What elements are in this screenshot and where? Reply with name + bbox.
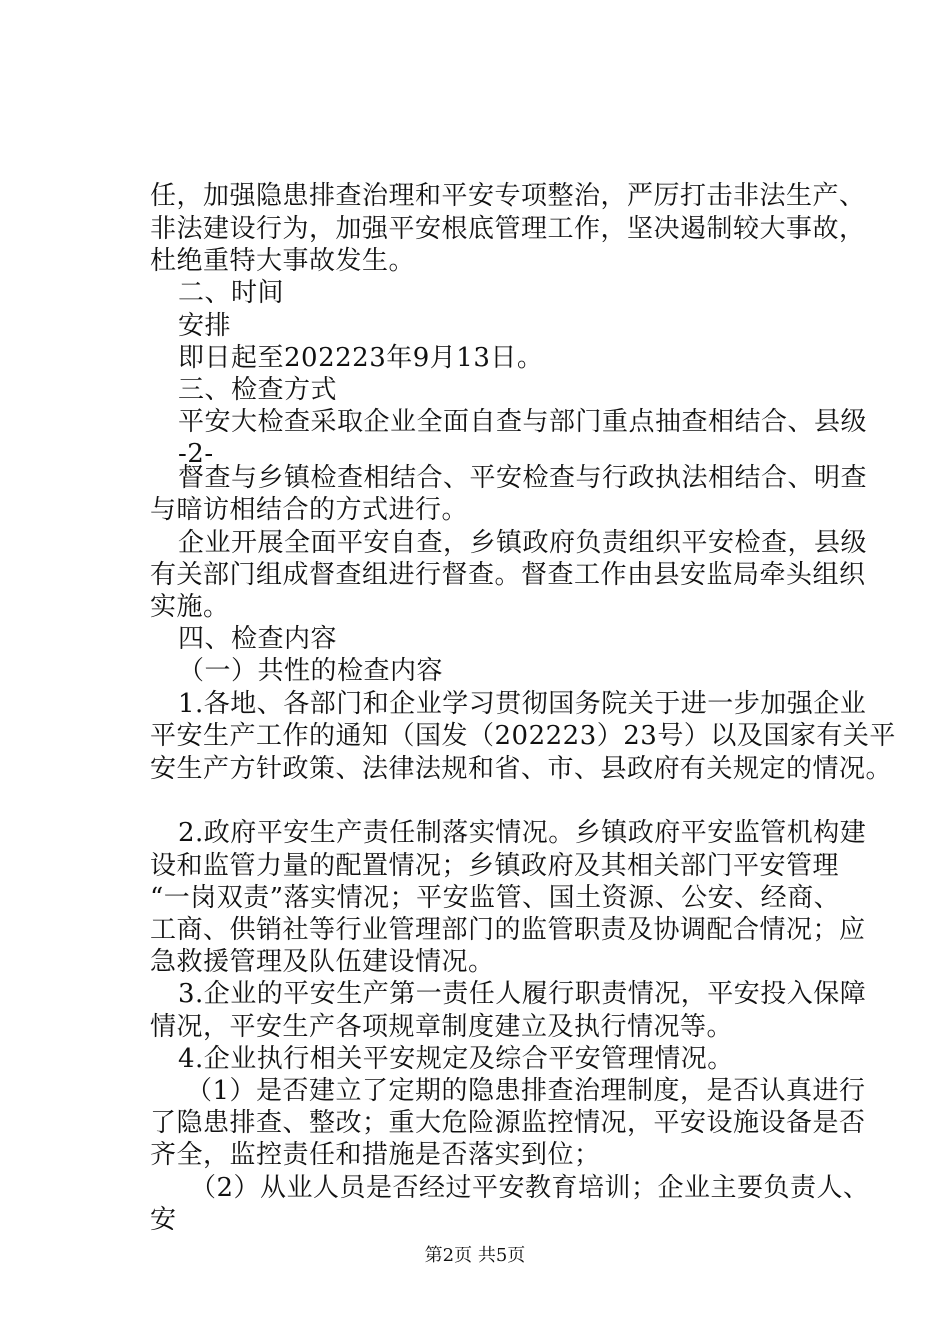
text-line: 急救援管理及队伍建设情况。 [150, 947, 495, 977]
text-line: 与暗访相结合的方式进行。 [150, 495, 469, 525]
text-line: 有关部门组成督查组进行督查。督查工作由县安监局牵头组织 [150, 560, 866, 590]
text-line: “一岗双责”落实情况；平安监管、国土资源、公安、经商、 [150, 883, 841, 913]
text-line: 安排 [178, 311, 232, 341]
text-line: 安生产方针政策、法律法规和省、市、县政府有关规定的情况。 [150, 754, 893, 784]
page-marker: -2- [178, 439, 214, 469]
text-line: 实施。 [150, 592, 230, 622]
text-line: 工商、供销社等行业管理部门的监管职责及协调配合情况；应 [150, 915, 866, 945]
section-heading: 三、检查方式 [178, 375, 338, 405]
text-line: （2）从业人员是否经过平安教育培训；企业主要负责人、 [190, 1173, 870, 1203]
text-line: 3.企业的平安生产第一责任人履行职责情况，平安投入保障 [178, 979, 867, 1009]
text-line: （1）是否建立了定期的隐患排查治理制度，是否认真进行 [186, 1076, 866, 1106]
text-line: 非法建设行为，加强平安根底管理工作，坚决遏制较大事故， [150, 214, 866, 244]
text-line: 即日起至202223年9月13日。 [178, 343, 544, 373]
section-heading: 四、检查内容 [178, 624, 338, 654]
text-line: 企业开展全面平安自查，乡镇政府负责组织平安检查，县级 [178, 528, 868, 558]
text-line: 4.企业执行相关平安规定及综合平安管理情况。 [178, 1044, 734, 1074]
text-line: 齐全，监控责任和措施是否落实到位； [150, 1140, 601, 1170]
text-line: 任，加强隐患排查治理和平安专项整治，严厉打击非法生产、 [150, 181, 866, 211]
text-line: 平安大检查采取企业全面自查与部门重点抽查相结合、县级 [178, 407, 868, 437]
text-line: 平安生产工作的通知（国发（202223）23号）以及国家有关平 [150, 721, 896, 751]
text-line: 设和监管力量的配置情况；乡镇政府及其相关部门平安管理 [150, 851, 840, 881]
text-line: 杜绝重特大事故发生。 [150, 246, 416, 276]
subsection-heading: （一）共性的检查内容 [178, 656, 444, 686]
text-line: 2.政府平安生产责任制落实情况。乡镇政府平安监管机构建 [178, 818, 867, 848]
text-line: 情况，平安生产各项规章制度建立及执行情况等。 [150, 1012, 734, 1042]
page-footer: 第2页 共5页 [424, 1245, 526, 1266]
text-line: 了隐患排查、整改；重大危险源监控情况，平安设施设备是否 [150, 1108, 866, 1138]
section-heading: 二、时间 [178, 278, 285, 308]
text-line: 1.各地、各部门和企业学习贯彻国务院关于进一步加强企业 [178, 689, 867, 719]
text-line: 安 [150, 1205, 177, 1235]
text-line: 督查与乡镇检查相结合、平安检查与行政执法相结合、明查 [178, 463, 868, 493]
